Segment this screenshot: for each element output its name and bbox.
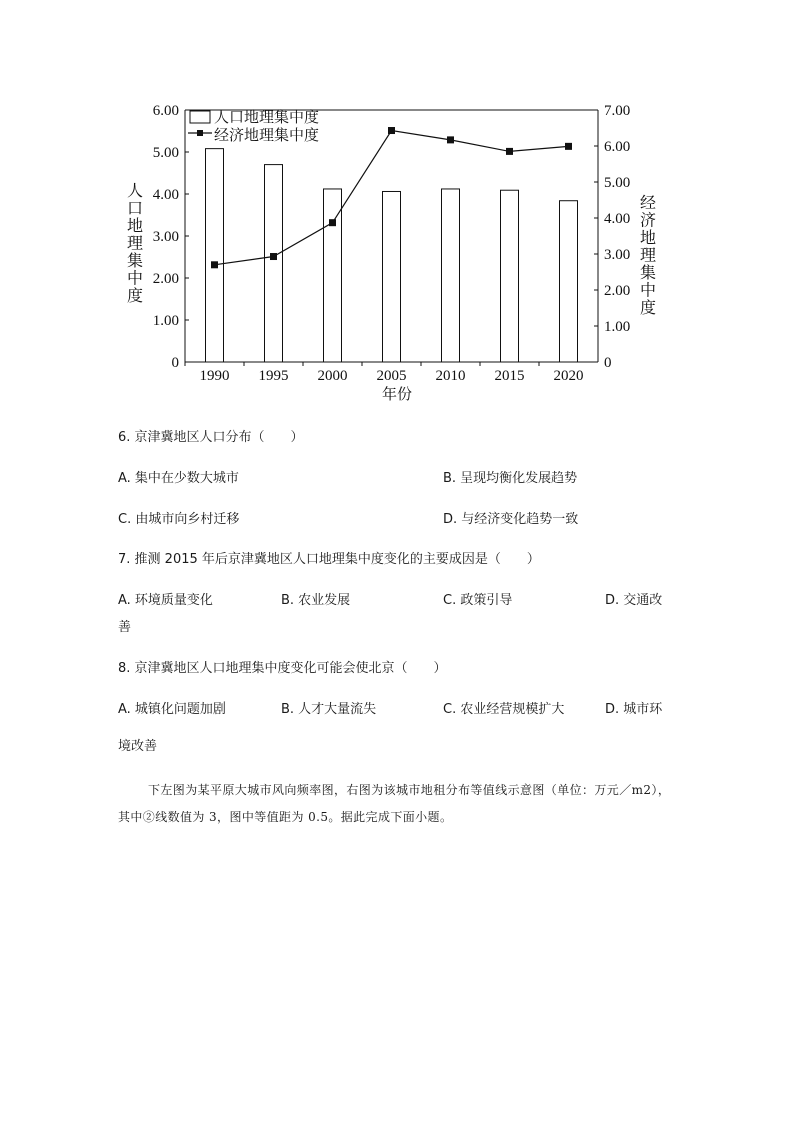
right-tick-label: 6.00 xyxy=(604,139,631,155)
legend-line-marker xyxy=(197,130,203,136)
right-tick-label: 7.00 xyxy=(604,103,631,119)
point-2005 xyxy=(388,127,395,134)
left-tick-label: 3.00 xyxy=(152,229,179,245)
left-axis-label: 人口地理集中度 xyxy=(126,183,144,305)
right-tick-label: 3.00 xyxy=(604,247,631,263)
x-tick-label: 1990 xyxy=(199,368,230,384)
point-2010 xyxy=(447,136,454,143)
right-tick-label: 2.00 xyxy=(604,283,631,299)
point-2015 xyxy=(506,148,513,155)
combo-chart xyxy=(0,0,794,420)
bar-series xyxy=(206,149,578,362)
option-d-continuation: 善 xyxy=(118,620,132,635)
legend-bar-label: 人口地理集中度 xyxy=(214,110,320,126)
point-2020 xyxy=(565,143,572,150)
bar-1995 xyxy=(265,165,283,362)
legend xyxy=(188,108,319,144)
option-d-continuation: 境改善 xyxy=(118,739,158,754)
right-axis-label: 经济地理集中度 xyxy=(639,195,657,317)
option-c: C. 政策引导 xyxy=(443,593,513,608)
bar-2000 xyxy=(324,189,342,362)
x-tick-label: 1995 xyxy=(258,368,289,384)
option-c: C. 农业经营规模扩大 xyxy=(443,702,565,717)
left-tick-label: 5.00 xyxy=(152,145,179,161)
legend-bar-swatch xyxy=(190,111,210,123)
point-2000 xyxy=(329,219,336,226)
question-stem: 6. 京津冀地区人口分布（ ） xyxy=(118,430,304,445)
left-tick-label: 2.00 xyxy=(152,271,179,287)
option-a: A. 城镇化问题加剧 xyxy=(118,702,226,717)
left-tick-label: 4.00 xyxy=(152,187,179,203)
x-tick-label: 2020 xyxy=(553,368,584,384)
right-tick-label: 5.00 xyxy=(604,175,631,191)
left-tick-label: 6.00 xyxy=(152,103,179,119)
x-tick-label: 2005 xyxy=(376,368,407,384)
left-tick-label: 0 xyxy=(171,355,179,371)
option-b: B. 农业发展 xyxy=(281,593,351,608)
question-stem: 7. 推测 2015 年后京津冀地区人口地理集中度变化的主要成因是（ ） xyxy=(118,552,540,567)
legend-line-label: 经济地理集中度 xyxy=(214,128,320,144)
option-d: D. 交通改 xyxy=(605,593,663,608)
option-b: B. 人才大量流失 xyxy=(281,702,377,717)
right-tick-label: 1.00 xyxy=(604,319,631,335)
bar-1990 xyxy=(206,149,224,362)
x-tick-label: 2015 xyxy=(494,368,525,384)
right-tick-label: 0 xyxy=(604,355,612,371)
option-b: B. 呈现均衡化发展趋势 xyxy=(443,471,578,486)
section-intro: 下左图为某平原大城市风向频率图，右图为该城市地租分布等值线示意图（单位：万元／m2），其中②线数值为 3，图中等值距为 0.5。据此完成下面小题。 xyxy=(118,783,671,824)
right-tick-label: 4.00 xyxy=(604,211,631,227)
x-tick-label: 2010 xyxy=(435,368,466,384)
left-tick-label: 1.00 xyxy=(152,313,179,329)
option-d: D. 城市环 xyxy=(605,702,663,717)
option-a: A. 集中在少数大城市 xyxy=(118,471,239,486)
x-axis-label: 年份 xyxy=(381,387,413,403)
point-1990 xyxy=(211,261,218,268)
x-tick-label: 2000 xyxy=(317,368,348,384)
option-c: C. 由城市向乡村迁移 xyxy=(118,512,240,527)
point-1995 xyxy=(270,253,277,260)
option-d: D. 与经济变化趋势一致 xyxy=(443,512,579,527)
bar-2010 xyxy=(442,189,460,362)
bar-2005 xyxy=(383,191,401,362)
bar-2020 xyxy=(560,201,578,362)
bar-2015 xyxy=(501,190,519,362)
option-a: A. 环境质量变化 xyxy=(118,593,213,608)
question-stem: 8. 京津冀地区人口地理集中度变化可能会使北京（ ） xyxy=(118,661,447,676)
